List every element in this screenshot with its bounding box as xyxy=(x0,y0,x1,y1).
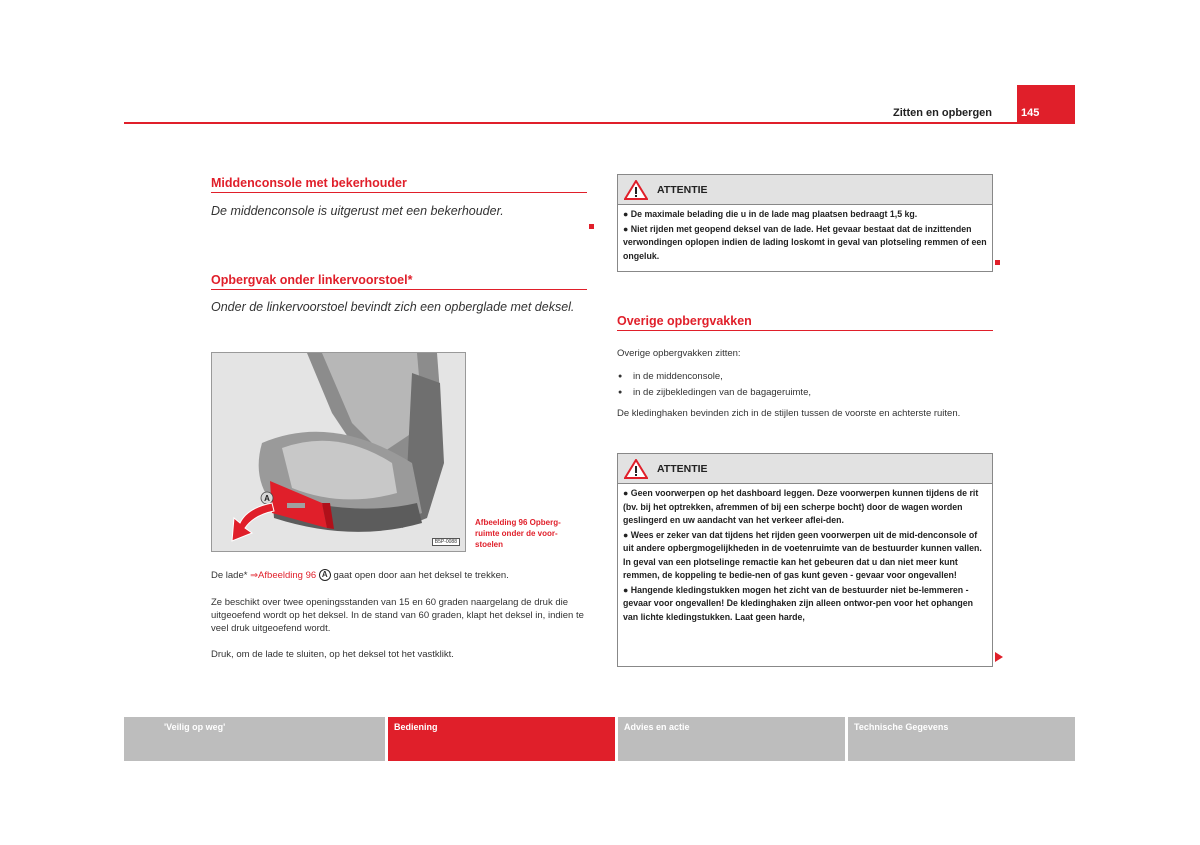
warning-item: ● Niet rijden met geopend deksel van de lade. Het gevaar bestaat dat de inzittenden verwondingen oplopen indien de lading loskomt in geval van plotseling remmen of een ongeluk. xyxy=(623,223,987,261)
marker-a-icon: A xyxy=(319,569,331,581)
paragraph-drawer-open xyxy=(211,569,587,582)
para1-suffix: gaat open door aan het deksel te trekken. xyxy=(330,570,509,581)
chapter-title: Zitten en opbergen xyxy=(893,107,992,119)
storage-list xyxy=(617,369,993,401)
section-other-storage xyxy=(617,314,993,420)
warning-body xyxy=(618,205,992,266)
warning-triangle-icon xyxy=(624,459,648,479)
seat-illustration xyxy=(212,353,466,552)
warning-label: ATTENTIE xyxy=(657,183,708,196)
section-title-drawer: Opbergvak onder linkervoorstoel* xyxy=(211,273,587,290)
footer-navigation xyxy=(124,717,1075,761)
section-intro-drawer: Onder de linkervoorstoel bevindt zich een opberglade met deksel. xyxy=(211,300,575,314)
list-item: ● in de middenconsole, xyxy=(617,369,993,385)
tab-bediening[interactable]: Bediening xyxy=(388,717,615,761)
paragraph-close-drawer: Druk, om de lade te sluiten, op het deksel tot het vastklikt. xyxy=(211,649,454,660)
figure-link[interactable]: ⇒Afbeelding 96 xyxy=(250,570,317,581)
warning-item: ● Hangende kledingstukken mogen het zicht van de bestuurder niet be-lemmeren - gevaar voor ongevallen! De kledinghaken zijn alleen ontwor-pen voor het ophangen van lichte kledingstukken. Laat geen harde, xyxy=(623,584,973,622)
list-item: ● in de zijbekledingen van de bagageruimte, xyxy=(617,385,993,401)
seat-drawer-figure xyxy=(211,352,466,552)
tab-technische-gegevens[interactable]: Technische Gegevens xyxy=(848,717,1075,761)
tab-veilig-op-weg[interactable]: 'Veilig op weg' xyxy=(124,717,385,761)
header-rule xyxy=(124,122,1075,124)
warning-item: ● Wees er zeker van dat tijdens het rijden geen voorwerpen uit de mid-denconsole of uit andere opbergmogelijkheden in de voetenruimte van de bestuurder kunnen vallen. In geval van een plotselinge remactie kan het gebeuren dat u dan niet meer kunt remmen, de koppeling te bedie-nen of gas kunt geven - gevaar voor ongevallen! xyxy=(623,529,982,580)
paragraph-opening-positions: Ze beschikt over twee openingsstanden van 15 en 60 graden naargelang de druk die uitgeoefend wordt op het deksel. In de stand van 60 graden, klapt het deksel in, indien te veel druk uitgeoefend wordt. xyxy=(211,597,584,634)
svg-text:A: A xyxy=(264,494,270,503)
warning-item: ● Geen voorwerpen op het dashboard leggen. Deze voorwerpen kunnen tijdens de rit (bv. bij het optrekken, afremmen of bij een scherpe bocht) door de wagen worden geslingerd en uw aandacht van het verkeer aflei-den. xyxy=(623,488,979,525)
section-end-mark-icon xyxy=(995,260,1000,265)
page-number: 145 xyxy=(1017,85,1075,124)
section-intro-other-storage: Overige opbergvakken zitten: xyxy=(617,348,741,359)
section-end-mark-icon xyxy=(589,224,594,229)
section-intro-cupholder: De middenconsole is uitgerust met een bekerhouder. xyxy=(211,204,504,218)
continue-arrow-icon xyxy=(995,652,1003,662)
left-column xyxy=(211,176,587,316)
warning-body xyxy=(618,484,992,627)
warning-triangle-icon xyxy=(624,180,648,200)
tab-advies-en-actie[interactable]: Advies en actie xyxy=(618,717,845,761)
warning-label: ATTENTIE xyxy=(657,462,708,475)
warning-header xyxy=(618,175,992,205)
figure-code: B5P-0088 xyxy=(432,538,460,546)
warning-box-drawer xyxy=(617,174,993,272)
warning-header xyxy=(618,454,992,484)
paragraph-clothes-hooks: De kledinghaken bevinden zich in de stijlen tussen de voorste en achterste ruiten. xyxy=(617,408,961,419)
figure-caption: Afbeelding 96 Opberg-ruimte onder de voor-stoelen xyxy=(475,518,561,549)
section-title-cupholder: Middenconsole met bekerhouder xyxy=(211,176,587,193)
warning-box-dashboard xyxy=(617,453,993,667)
para1-prefix: De lade* xyxy=(211,570,251,581)
section-title-other-storage: Overige opbergvakken xyxy=(617,314,993,331)
warning-item: ● De maximale belading die u in de lade mag plaatsen bedraagt 1,5 kg. xyxy=(623,209,918,219)
